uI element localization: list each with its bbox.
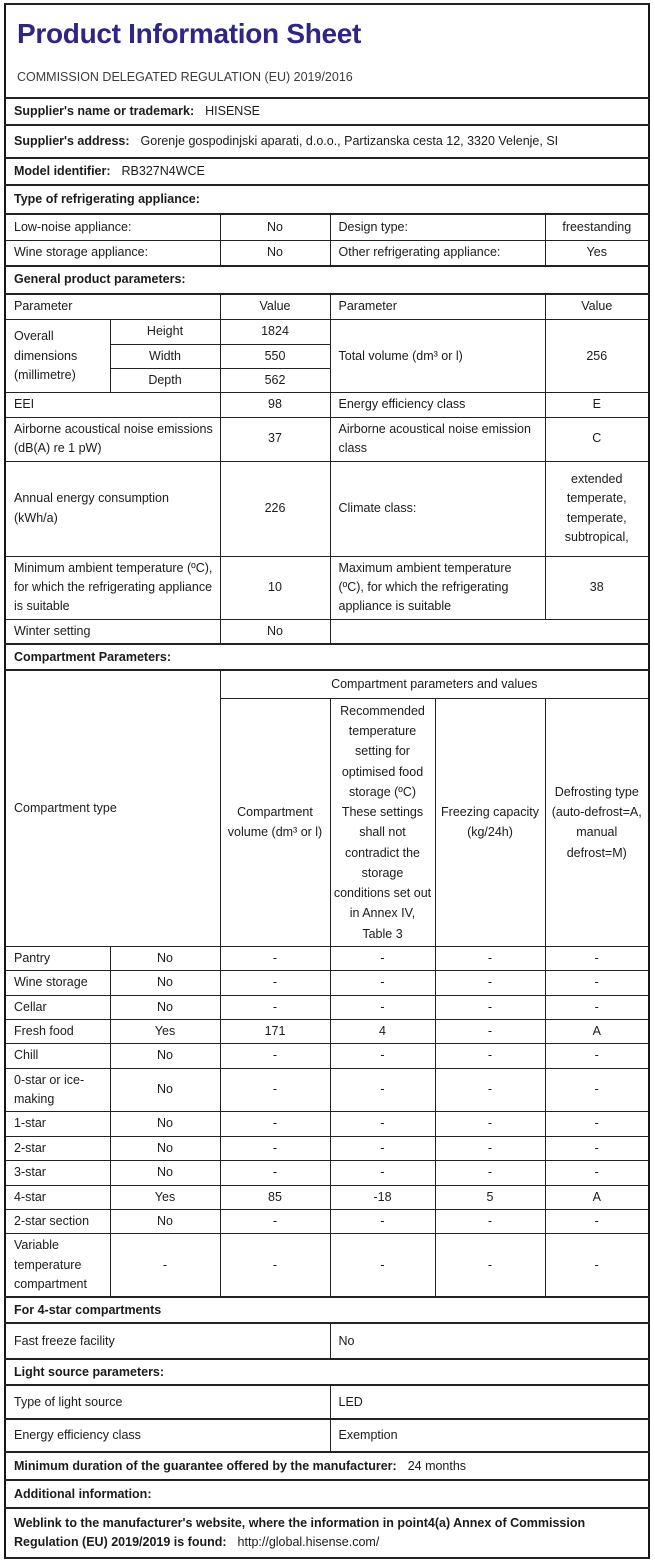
compartment-present: No bbox=[110, 1044, 220, 1068]
compartment-volume: - bbox=[220, 1068, 330, 1112]
compartment-present: Yes bbox=[110, 1019, 220, 1043]
compartment-temp: 4 bbox=[330, 1019, 435, 1043]
compartment-freezing: - bbox=[435, 1136, 545, 1160]
additional-info-header-row bbox=[5, 1480, 649, 1508]
total-volume-label: Total volume (dm³ or l) bbox=[330, 320, 545, 393]
climate-class-value: extended temperate, temperate, subtropical, bbox=[545, 461, 649, 556]
annual-energy-value: 226 bbox=[220, 461, 330, 556]
light-source-header: Light source parameters: bbox=[5, 1359, 649, 1385]
four-star-header: For 4-star compartments bbox=[5, 1297, 649, 1323]
compartment-freezing: - bbox=[435, 995, 545, 1019]
eei-row bbox=[5, 393, 649, 417]
model-identifier-cell bbox=[5, 158, 649, 185]
compartment-name: Variable temperature compartment bbox=[5, 1234, 110, 1298]
low-noise-value: No bbox=[220, 214, 330, 241]
product-sheet-table bbox=[4, 3, 650, 1559]
compartment-defrost: - bbox=[545, 946, 649, 970]
compartment-temp: - bbox=[330, 1044, 435, 1068]
compartment-defrost: A bbox=[545, 1019, 649, 1043]
climate-class-label: Climate class: bbox=[330, 461, 545, 556]
light-class-row bbox=[5, 1419, 649, 1452]
compartment-name: 4-star bbox=[5, 1185, 110, 1209]
compartment-defrost: A bbox=[545, 1185, 649, 1209]
compartment-name: 0-star or ice-making bbox=[5, 1068, 110, 1112]
compartment-present: - bbox=[110, 1234, 220, 1298]
guarantee-value: 24 months bbox=[407, 1458, 467, 1473]
light-class-value: Exemption bbox=[330, 1419, 649, 1452]
noise-label: Airborne acoustical noise emissions (dB(A) re 1 pW) bbox=[5, 417, 220, 461]
light-source-header-row bbox=[5, 1359, 649, 1385]
other-appliance-value: Yes bbox=[545, 241, 649, 266]
eei-label: EEI bbox=[5, 393, 220, 417]
defrosting-type-col-header: Defrosting type (auto-defrost=A, manual defrost=M) bbox=[545, 698, 649, 946]
winter-setting-value: No bbox=[220, 619, 330, 644]
compartment-freezing: - bbox=[435, 971, 545, 995]
light-type-value: LED bbox=[330, 1385, 649, 1419]
compartment-freezing: - bbox=[435, 1068, 545, 1112]
compartment-present: No bbox=[110, 971, 220, 995]
compartment-freezing: - bbox=[435, 1019, 545, 1043]
row-3-star bbox=[5, 1161, 649, 1185]
compartment-temp: - bbox=[330, 1234, 435, 1298]
compartment-freezing: - bbox=[435, 1161, 545, 1185]
compartment-defrost: - bbox=[545, 971, 649, 995]
compartment-temp: - bbox=[330, 971, 435, 995]
winter-setting-label: Winter setting bbox=[5, 619, 220, 644]
compartment-freezing: - bbox=[435, 1112, 545, 1136]
row-4-star bbox=[5, 1185, 649, 1209]
compartment-name: 3-star bbox=[5, 1161, 110, 1185]
design-type-value: freestanding bbox=[545, 214, 649, 241]
compartment-params-header: Compartment Parameters: bbox=[5, 644, 649, 670]
compartment-group-header: Compartment parameters and values bbox=[220, 670, 649, 698]
compartment-temp: -18 bbox=[330, 1185, 435, 1209]
min-temp-value: 10 bbox=[220, 556, 330, 619]
compartment-name: Fresh food bbox=[5, 1019, 110, 1043]
compartment-temp: - bbox=[330, 995, 435, 1019]
four-star-header-row bbox=[5, 1297, 649, 1323]
compartment-volume: - bbox=[220, 1112, 330, 1136]
wine-storage-appliance-row bbox=[5, 241, 649, 266]
compartment-name: 1-star bbox=[5, 1112, 110, 1136]
general-params-header-row bbox=[5, 266, 649, 294]
value-col-header-left: Value bbox=[220, 294, 330, 320]
compartment-freezing: - bbox=[435, 1044, 545, 1068]
param-col-header-right: Parameter bbox=[330, 294, 545, 320]
dimensions-height-row bbox=[5, 320, 649, 344]
compartment-temp: - bbox=[330, 1068, 435, 1112]
compartment-name: Chill bbox=[5, 1044, 110, 1068]
row-0-star bbox=[5, 1068, 649, 1112]
weblink-row bbox=[5, 1508, 649, 1558]
compartment-present: No bbox=[110, 995, 220, 1019]
total-volume-value: 256 bbox=[545, 320, 649, 393]
compartment-present: Yes bbox=[110, 1185, 220, 1209]
model-identifier-row bbox=[5, 158, 649, 185]
compartment-defrost: - bbox=[545, 995, 649, 1019]
compartment-volume: - bbox=[220, 971, 330, 995]
compartment-freezing: - bbox=[435, 1209, 545, 1233]
compartment-type-col-header: Compartment type bbox=[5, 670, 220, 946]
compartment-defrost: - bbox=[545, 1044, 649, 1068]
additional-info-header: Additional information: bbox=[5, 1480, 649, 1508]
compartment-temp: - bbox=[330, 1161, 435, 1185]
row-fresh-food bbox=[5, 1019, 649, 1043]
fast-freeze-value: No bbox=[330, 1323, 649, 1359]
fast-freeze-row bbox=[5, 1323, 649, 1359]
page-title: Product Information Sheet bbox=[17, 18, 362, 49]
compartment-present: No bbox=[110, 1161, 220, 1185]
compartment-volume: - bbox=[220, 1161, 330, 1185]
supplier-name-cell bbox=[5, 98, 649, 125]
compartment-group-header-row bbox=[5, 670, 649, 698]
freezing-capacity-col-header: Freezing capacity (kg/24h) bbox=[435, 698, 545, 946]
winter-setting-empty-cell bbox=[330, 619, 649, 644]
compartment-defrost: - bbox=[545, 1161, 649, 1185]
compartment-defrost: - bbox=[545, 1112, 649, 1136]
compartment-volume: - bbox=[220, 1136, 330, 1160]
compartment-temp: - bbox=[330, 1112, 435, 1136]
eei-value: 98 bbox=[220, 393, 330, 417]
value-col-header-right: Value bbox=[545, 294, 649, 320]
max-temp-label: Maximum ambient temperature (ºC), for which the refrigerating appliance is suitable bbox=[330, 556, 545, 619]
fast-freeze-label: Fast freeze facility bbox=[5, 1323, 330, 1359]
annual-energy-label: Annual energy consumption (kWh/a) bbox=[5, 461, 220, 556]
compartment-temp: - bbox=[330, 1209, 435, 1233]
appliance-type-header: Type of refrigerating appliance: bbox=[5, 185, 649, 214]
compartment-volume: - bbox=[220, 946, 330, 970]
compartment-volume: - bbox=[220, 995, 330, 1019]
compartment-volume-col-header: Compartment volume (dm³ or l) bbox=[220, 698, 330, 946]
compartment-volume: - bbox=[220, 1234, 330, 1298]
supplier-name-label: Supplier's name or trademark: bbox=[14, 103, 195, 118]
general-params-header: General product parameters: bbox=[5, 266, 649, 294]
row-wine-storage bbox=[5, 971, 649, 995]
height-value: 1824 bbox=[220, 320, 330, 344]
energy-class-value: E bbox=[545, 393, 649, 417]
compartment-volume: - bbox=[220, 1044, 330, 1068]
min-temp-label: Minimum ambient temperature (ºC), for which the refrigerating appliance is suitable bbox=[5, 556, 220, 619]
compartment-params-header-row bbox=[5, 644, 649, 670]
guarantee-cell bbox=[5, 1452, 649, 1480]
recommended-temp-col-header: Recommended temperature setting for optimised food storage (ºC) These settings shall not contradict the storage conditions set out in Annex IV, Table 3 bbox=[330, 698, 435, 946]
width-value: 550 bbox=[220, 344, 330, 368]
supplier-address-cell bbox=[5, 125, 649, 158]
guarantee-label: Minimum duration of the guarantee offered by the manufacturer: bbox=[14, 1458, 397, 1473]
compartment-defrost: - bbox=[545, 1068, 649, 1112]
low-noise-label: Low-noise appliance: bbox=[5, 214, 220, 241]
noise-class-value: C bbox=[545, 417, 649, 461]
weblink-cell bbox=[5, 1508, 649, 1558]
supplier-name-value: HISENSE bbox=[205, 103, 261, 118]
light-type-label: Type of light source bbox=[5, 1385, 330, 1419]
light-class-label: Energy efficiency class bbox=[5, 1419, 330, 1452]
other-appliance-label: Other refrigerating appliance: bbox=[330, 241, 545, 266]
compartment-name: Cellar bbox=[5, 995, 110, 1019]
height-label: Height bbox=[110, 320, 220, 344]
appliance-type-header-row bbox=[5, 185, 649, 214]
noise-value: 37 bbox=[220, 417, 330, 461]
compartment-name: 2-star bbox=[5, 1136, 110, 1160]
supplier-name-row bbox=[5, 98, 649, 125]
compartment-defrost: - bbox=[545, 1234, 649, 1298]
model-identifier-value: RB327N4WCE bbox=[121, 163, 205, 178]
max-temp-value: 38 bbox=[545, 556, 649, 619]
row-2-star bbox=[5, 1136, 649, 1160]
weblink-label: Weblink to the manufacturer's website, where the information in point4(a) Annex of Commission Regulation (EU) 2019/2019 is found: bbox=[14, 1516, 586, 1550]
wine-storage-value: No bbox=[220, 241, 330, 266]
title-row bbox=[5, 4, 649, 98]
compartment-present: No bbox=[110, 946, 220, 970]
compartment-freezing: - bbox=[435, 1234, 545, 1298]
row-chill bbox=[5, 1044, 649, 1068]
energy-class-label: Energy efficiency class bbox=[330, 393, 545, 417]
guarantee-row bbox=[5, 1452, 649, 1480]
ambient-temp-row bbox=[5, 556, 649, 619]
param-value-header-row bbox=[5, 294, 649, 320]
compartment-temp: - bbox=[330, 1136, 435, 1160]
compartment-present: No bbox=[110, 1136, 220, 1160]
depth-label: Depth bbox=[110, 368, 220, 392]
low-noise-row bbox=[5, 214, 649, 241]
compartment-volume: - bbox=[220, 1209, 330, 1233]
compartment-name: Pantry bbox=[5, 946, 110, 970]
overall-dimensions-label: Overall dimensions (millimetre) bbox=[5, 320, 110, 393]
param-col-header-left: Parameter bbox=[5, 294, 220, 320]
depth-value: 562 bbox=[220, 368, 330, 392]
compartment-name: 2-star section bbox=[5, 1209, 110, 1233]
annual-energy-row bbox=[5, 461, 649, 556]
supplier-address-value: Gorenje gospodinjski aparati, d.o.o., Partizanska cesta 12, 3320 Velenje, SI bbox=[140, 133, 559, 148]
compartment-volume: 85 bbox=[220, 1185, 330, 1209]
compartment-present: No bbox=[110, 1068, 220, 1112]
design-type-label: Design type: bbox=[330, 214, 545, 241]
row-variable-temperature bbox=[5, 1234, 649, 1298]
row-1-star bbox=[5, 1112, 649, 1136]
noise-class-label: Airborne acoustical noise emission class bbox=[330, 417, 545, 461]
row-2-star-section bbox=[5, 1209, 649, 1233]
compartment-defrost: - bbox=[545, 1136, 649, 1160]
supplier-address-label: Supplier's address: bbox=[14, 133, 130, 148]
regulation-subtitle: COMMISSION DELEGATED REGULATION (EU) 2019/2016 bbox=[17, 70, 353, 85]
compartment-volume: 171 bbox=[220, 1019, 330, 1043]
compartment-defrost: - bbox=[545, 1209, 649, 1233]
row-cellar bbox=[5, 995, 649, 1019]
compartment-temp: - bbox=[330, 946, 435, 970]
noise-row bbox=[5, 417, 649, 461]
compartment-present: No bbox=[110, 1112, 220, 1136]
model-identifier-label: Model identifier: bbox=[14, 163, 111, 178]
compartment-freezing: 5 bbox=[435, 1185, 545, 1209]
row-pantry bbox=[5, 946, 649, 970]
compartment-freezing: - bbox=[435, 946, 545, 970]
compartment-present: No bbox=[110, 1209, 220, 1233]
supplier-address-row bbox=[5, 125, 649, 158]
weblink-url: http://global.hisense.com/ bbox=[237, 1535, 380, 1550]
light-type-row bbox=[5, 1385, 649, 1419]
width-label: Width bbox=[110, 344, 220, 368]
wine-storage-label: Wine storage appliance: bbox=[5, 241, 220, 266]
title-cell bbox=[5, 4, 649, 98]
compartment-name: Wine storage bbox=[5, 971, 110, 995]
winter-setting-row bbox=[5, 619, 649, 644]
